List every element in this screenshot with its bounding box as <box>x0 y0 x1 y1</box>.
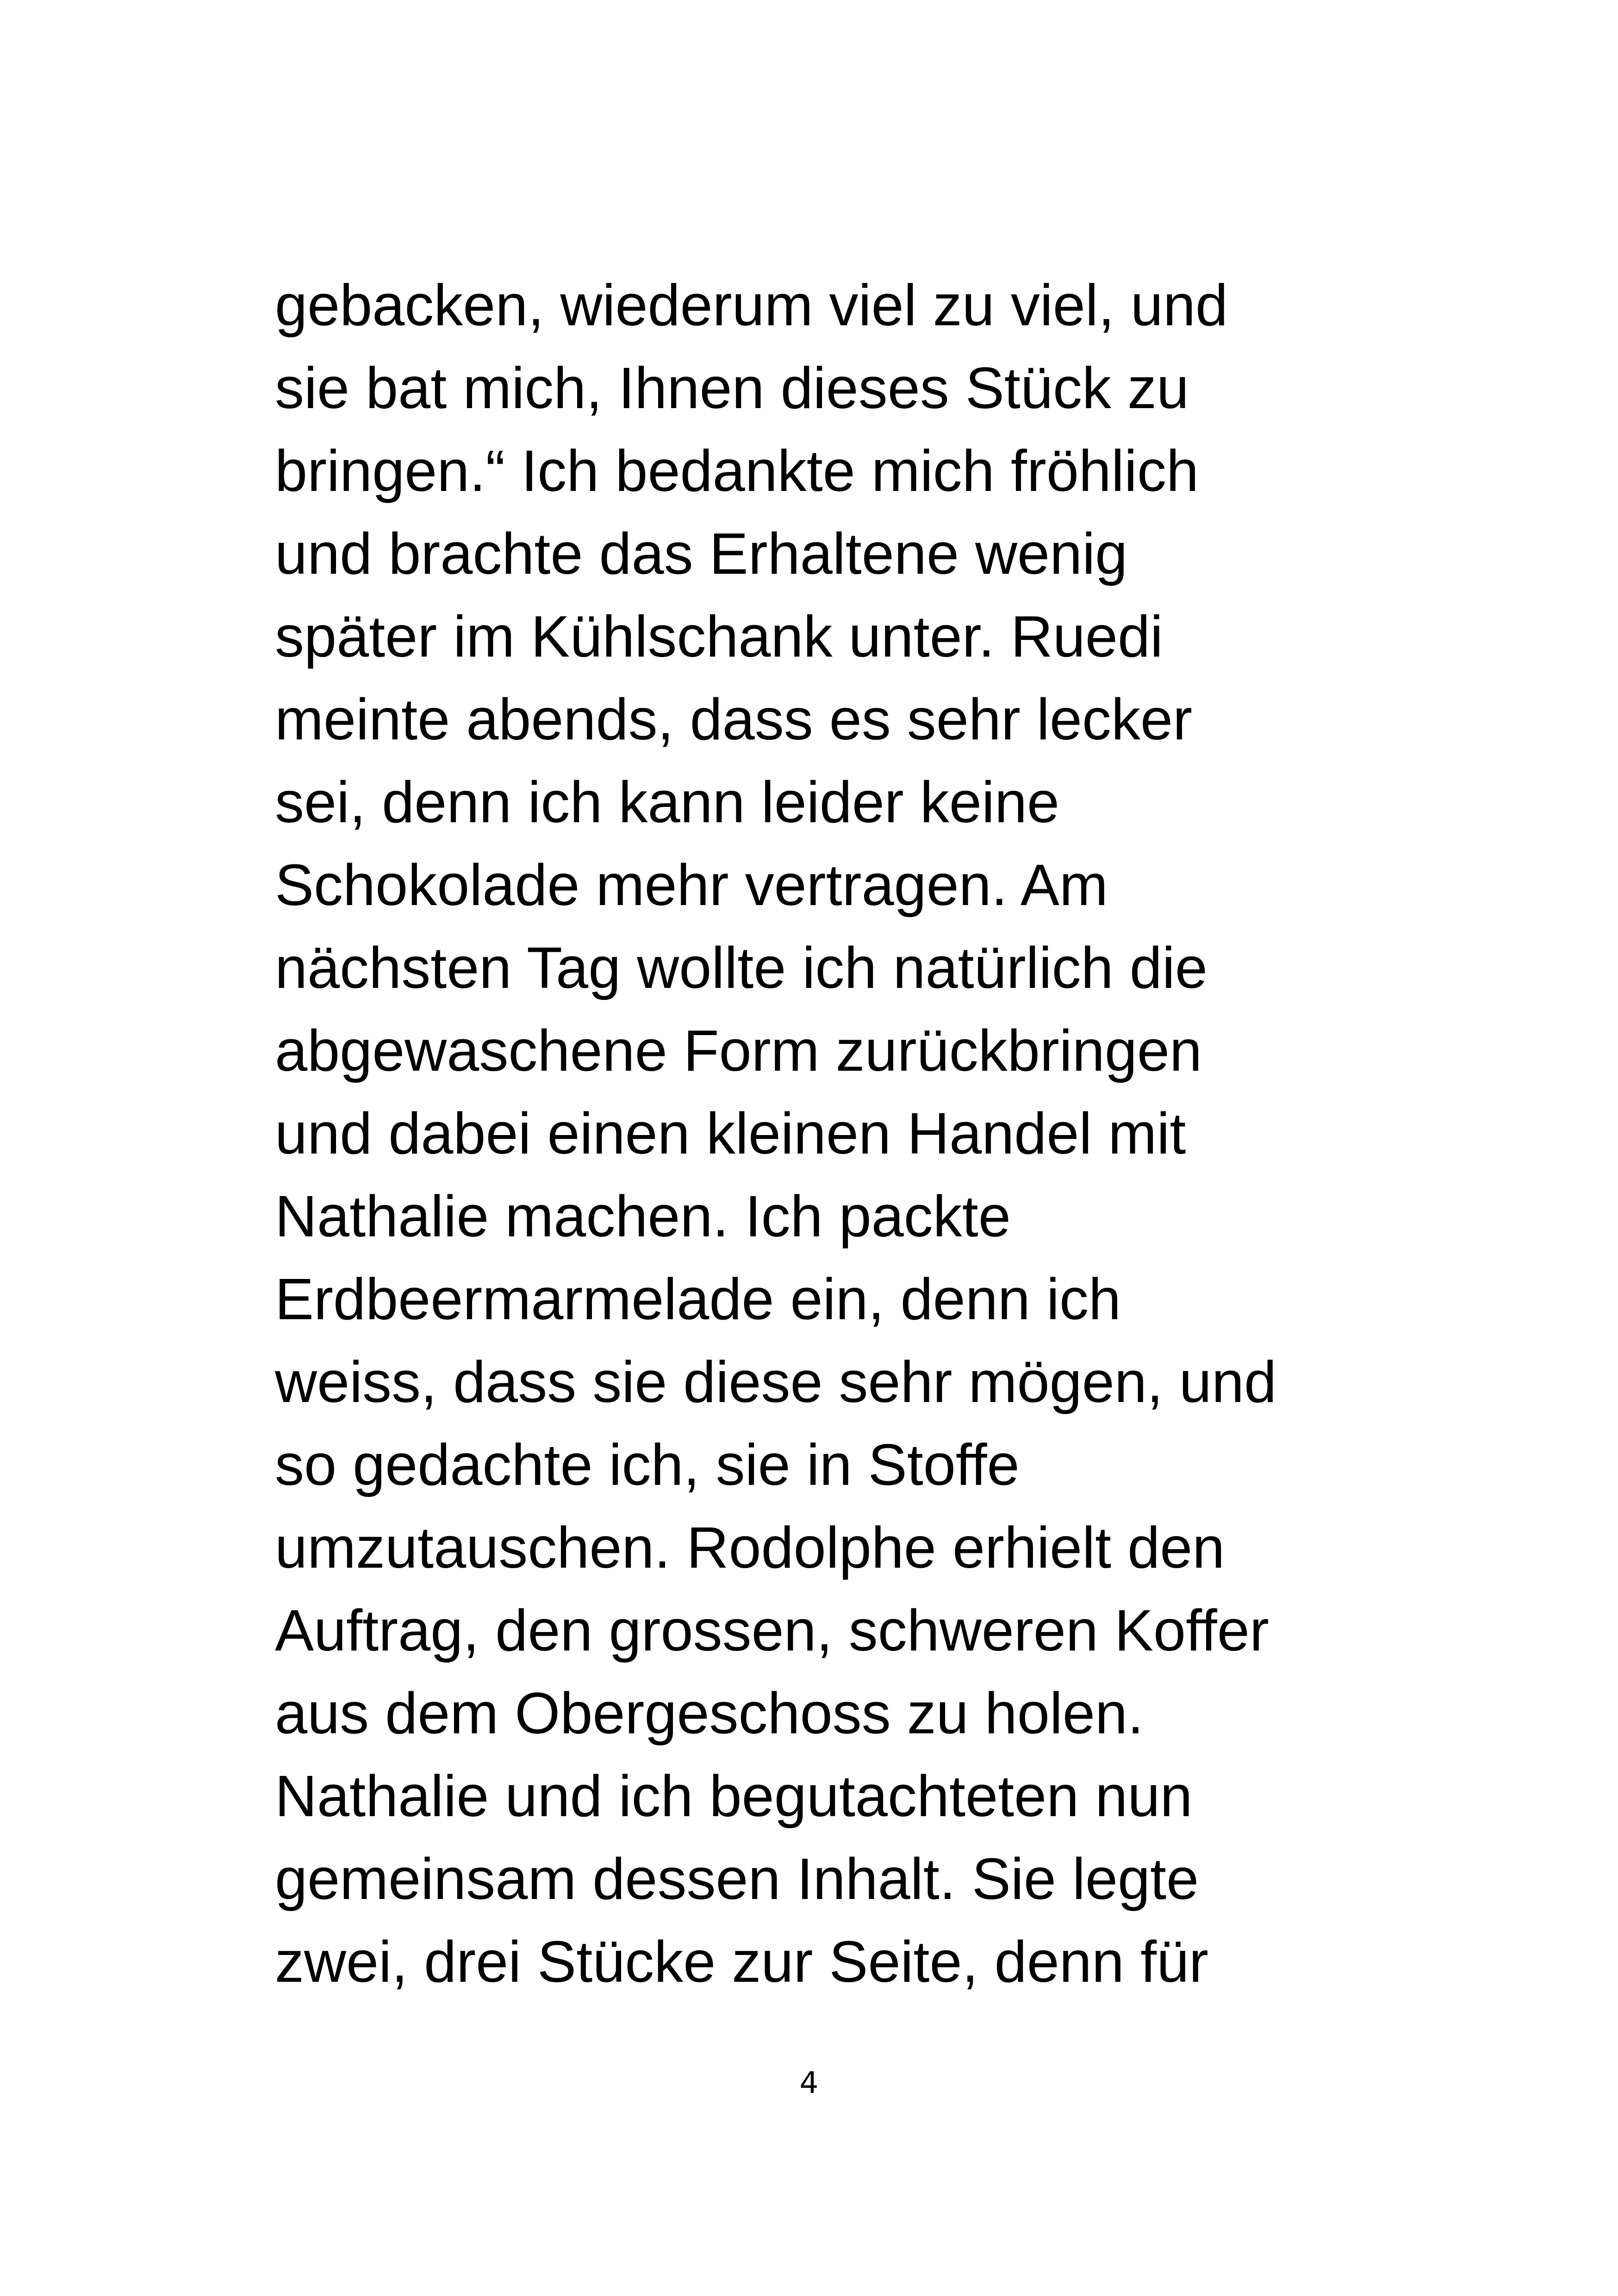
text-line: aus dem Obergeschoss zu holen. <box>275 1681 1144 1746</box>
text-line: weiss, dass sie diese sehr mögen, und <box>275 1349 1277 1415</box>
text-line: zwei, drei Stücke zur Seite, denn für <box>275 1929 1208 1994</box>
text-line: Nathalie und ich begutachteten nun <box>275 1763 1193 1829</box>
text-line: Erdbeermarmelade ein, denn ich <box>275 1266 1121 1332</box>
text-line: Nathalie machen. Ich packte <box>275 1184 1011 1249</box>
text-line: nächsten Tag wollte ich natürlich die <box>275 935 1207 1000</box>
text-line: umzutauschen. Rodolphe erhielt den <box>275 1515 1225 1580</box>
text-line: abgewaschene Form zurückbringen <box>275 1018 1202 1083</box>
text-line: Auftrag, den grossen, schweren Koffer <box>275 1598 1269 1663</box>
text-line: gebacken, wiederum viel zu viel, und <box>275 273 1228 338</box>
text-line: später im Kühlschank unter. Ruedi <box>275 604 1164 669</box>
text-line: sie bat mich, Ihnen dieses Stück zu <box>275 355 1189 421</box>
text-line: und dabei einen kleinen Handel mit <box>275 1101 1186 1166</box>
text-line: meinte abends, dass es sehr lecker <box>275 687 1193 752</box>
text-line: und brachte das Erhaltene wenig <box>275 521 1128 586</box>
text-line: bringen.“ Ich bedankte mich fröhlich <box>275 438 1199 503</box>
text-line: sei, denn ich kann leider keine <box>275 769 1060 835</box>
text-line: so gedachte ich, sie in Stoffe <box>275 1432 1020 1497</box>
text-line: Schokolade mehr vertragen. Am <box>275 852 1108 918</box>
text-line: gemeinsam dessen Inhalt. Sie legte <box>275 1846 1199 1911</box>
body-text <box>275 264 1386 2003</box>
page-number: 4 <box>799 2066 819 2100</box>
